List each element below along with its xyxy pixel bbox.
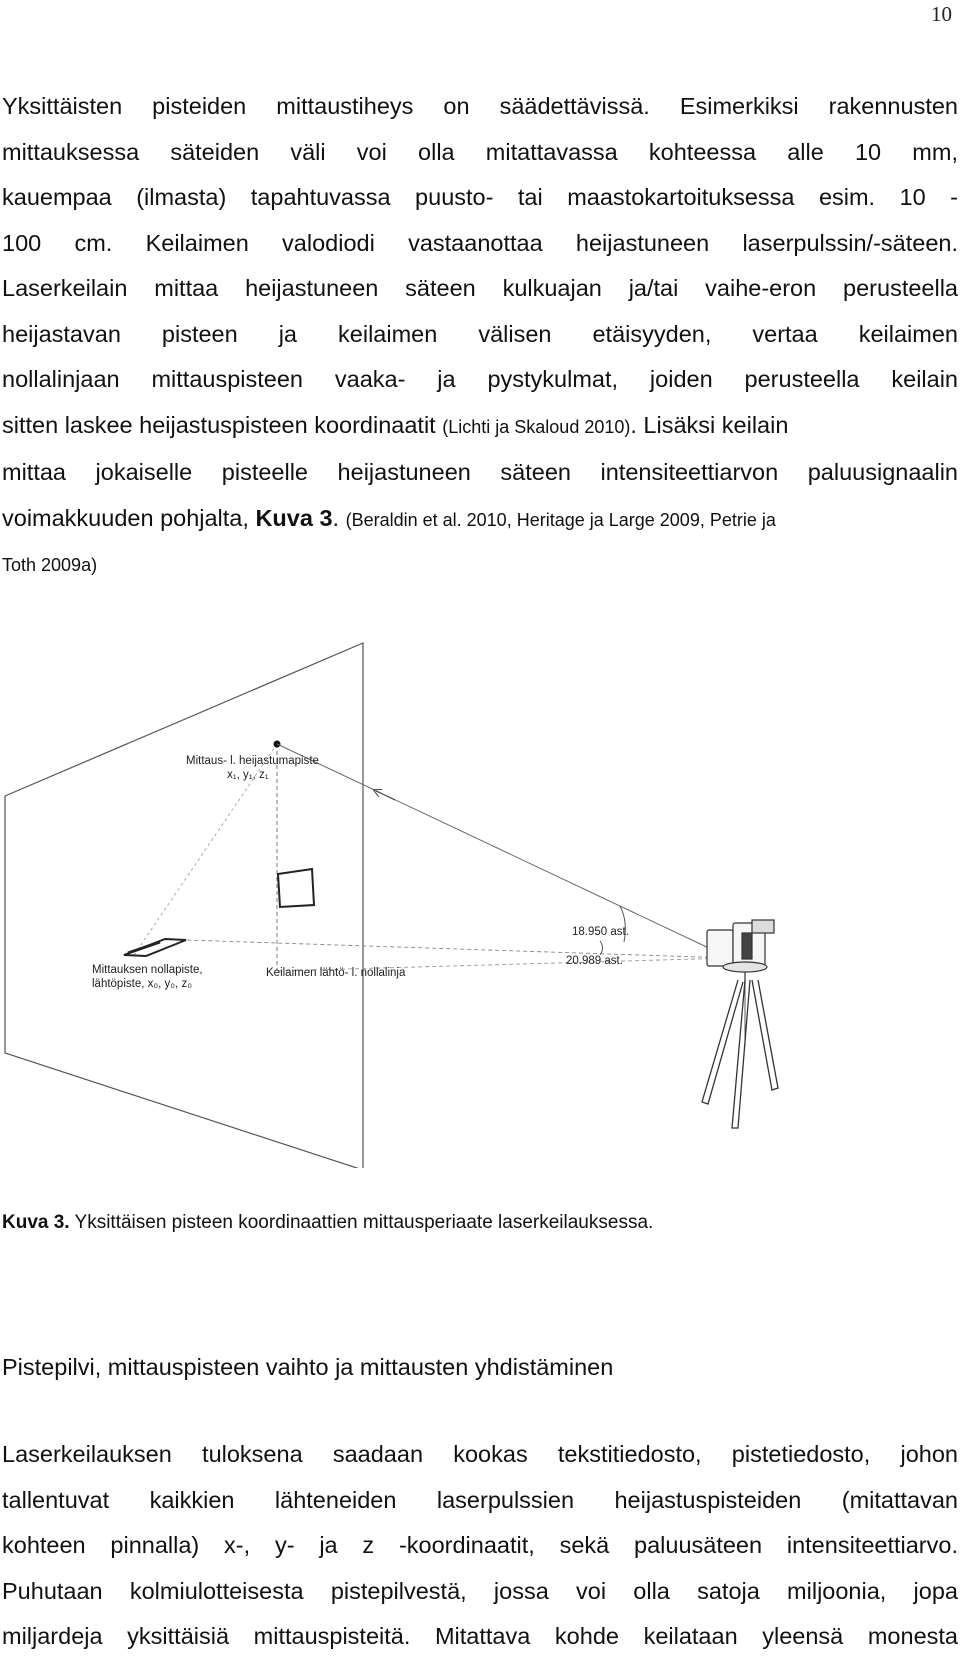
tripod-icon — [702, 980, 778, 1128]
citation: (Lichti ja Skaloud 2010) — [442, 416, 631, 437]
paragraph-line: tallentuvat kaikkien lähteneiden laserpulssien heijastuspisteiden (mitattavan — [2, 1486, 958, 1513]
label-scanner-zero-line: Keilaimen lähtö- l. nollalinja — [266, 967, 406, 979]
paragraph-text: . — [332, 504, 346, 531]
paragraph-intro — [2, 84, 958, 589]
label-reflection-coordinates: x₁, y₁, z₁ — [227, 769, 269, 781]
laser-beam-line — [277, 744, 730, 958]
paragraph-line: mittaa jokaiselle pisteelle heijastuneen säteen intensiteettiarvon paluusignaalin — [2, 459, 958, 485]
paragraph-line: nollalinjaan mittauspisteen vaaka- ja pystykulmat, joiden perusteella keilain — [2, 366, 958, 392]
laser-scanner-icon — [707, 920, 774, 984]
label-horizontal-angle: 20.989 ast. — [566, 955, 623, 967]
scanner-zero-line — [186, 940, 730, 958]
paragraph-line: Laserkeilain mittaa heijastuneen säteen kulkuajan ja/tai vaihe-eron perusteella — [2, 275, 958, 301]
beam-direction-arrow — [376, 791, 395, 800]
page-number: 10 — [931, 2, 952, 26]
paragraph-line: Laserkeilauksen tuloksena saadaan kookas tekstitiedosto, pistetiedosto, johon — [2, 1441, 958, 1467]
paragraph-line: 100 cm. Keilaimen valodiodi vastaanottaa heijastuneen laserpulssin/-säteen. — [2, 229, 958, 256]
paragraph-line: heijastavan pisteen ja keilaimen välisen etäisyyden, vertaa keilaimen — [2, 320, 958, 347]
paragraph-line: Yksittäisten pisteiden mittaustiheys on säädettävissä. Esimerkiksi rakennusten — [2, 93, 958, 119]
projected-square — [278, 869, 314, 907]
caption-label: Kuva 3. — [2, 1212, 70, 1233]
paragraph-line — [2, 403, 958, 451]
caption-text: Yksittäisen pisteen koordinaattien mittausperiaate laserkeilauksessa. — [69, 1212, 654, 1233]
paragraph-text: . Lisäksi keilain — [630, 411, 789, 438]
paragraph-line: mittauksessa säteiden väli voi olla mitattavassa kohteessa alle 10 mm, — [2, 138, 958, 165]
label-reflection-point: Mittaus- l. heijastumapiste — [186, 755, 319, 767]
paragraph-point-cloud — [2, 1432, 958, 1660]
label-zero-point: Mittauksen nollapiste, — [92, 964, 203, 976]
paragraph-line — [2, 496, 958, 544]
figure-reference: Kuva 3 — [255, 504, 333, 531]
citation: (Beraldin et al. 2010, Heritage ja Large 2009, Petrie ja — [345, 509, 776, 530]
paragraph-text: voimakkuuden pohjalta, — [2, 504, 256, 531]
angle-arc-horizontal — [600, 941, 603, 955]
label-vertical-angle: 18.950 ast. — [572, 926, 629, 938]
paragraph-line: miljardeja yksittäisiä mittauspisteitä. Mitattava kohde keilataan yleensä monesta — [2, 1623, 958, 1649]
figure-laser-scanning-diagram — [0, 628, 960, 1168]
paragraph-line: kohteen pinnalla) x-, y- ja z -koordinaatit, sekä paluusäteen intensiteettiarvo. — [2, 1532, 958, 1558]
zero-point-marker — [124, 939, 186, 956]
paragraph-line: Puhutaan kolmiulotteisesta pistepilvestä, jossa voi olla satoja miljoonia, jopa — [2, 1577, 958, 1604]
section-heading: Pistepilvi, mittauspisteen vaihto ja mittausten yhdistäminen — [2, 1354, 614, 1380]
paragraph-text: sitten laskee heijastuspisteen koordinaatit — [2, 411, 443, 438]
figure-caption — [2, 1212, 653, 1234]
citation: Toth 2009a) — [2, 555, 98, 575]
label-zero-point-coordinates: lähtöpiste, x₀, y₀, z₀ — [92, 978, 192, 990]
paragraph-line: kauempaa (ilmasta) tapahtuvassa puusto- tai maastokartoituksessa esim. 10 - — [2, 184, 958, 210]
